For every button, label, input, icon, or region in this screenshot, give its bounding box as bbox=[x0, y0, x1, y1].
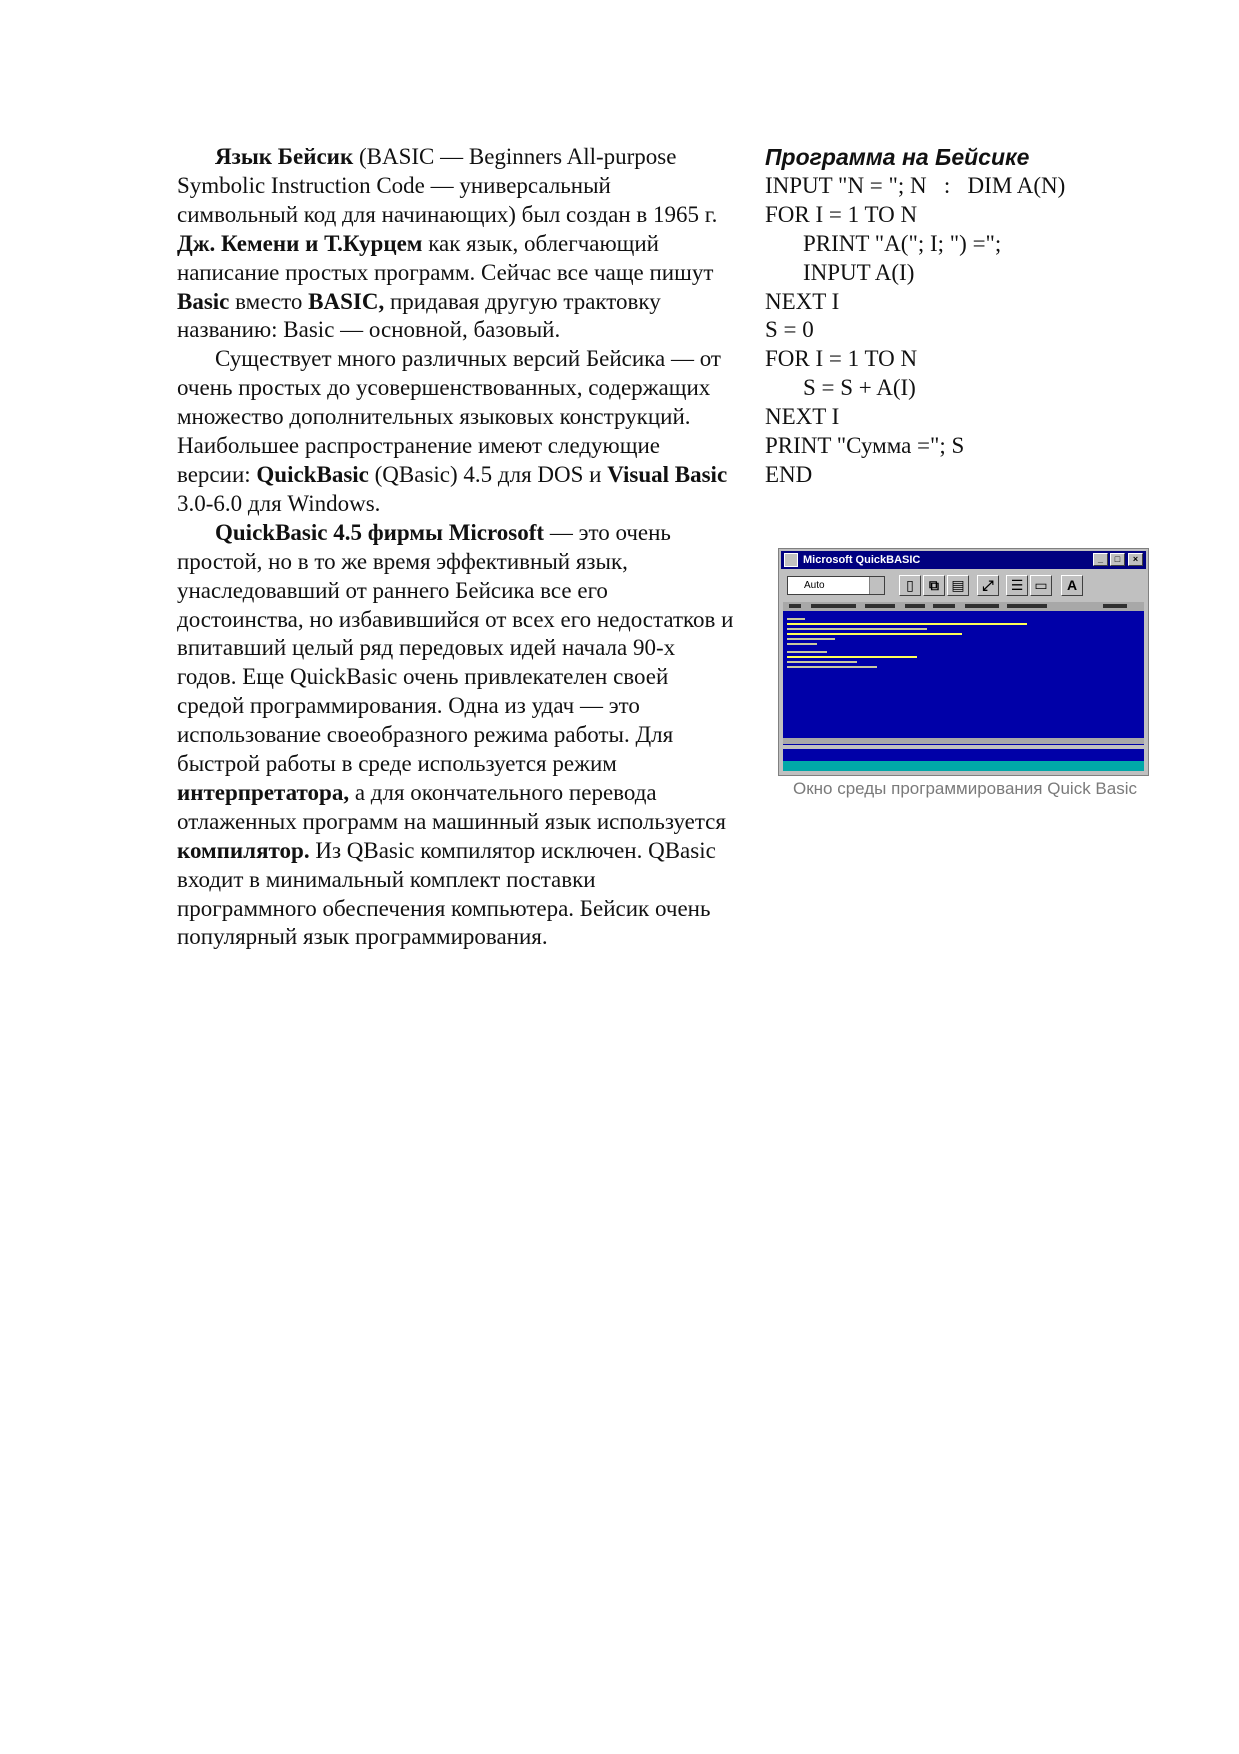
font-icon: A bbox=[1061, 575, 1083, 596]
code-line: INPUT A(I) bbox=[803, 259, 915, 285]
fullscreen-icon: ⤢ bbox=[977, 575, 999, 596]
paragraph-3 bbox=[177, 519, 737, 953]
maximize-icon: □ bbox=[1110, 553, 1125, 566]
immediate-window-bar bbox=[783, 745, 1144, 749]
code-line: PRINT "A("; I; ") ="; bbox=[803, 230, 1002, 256]
font-size-combo bbox=[787, 576, 885, 595]
paste-icon: ▤ bbox=[947, 575, 969, 596]
code-line: FOR I = 1 TO N bbox=[765, 201, 918, 227]
menu-bar bbox=[783, 602, 1144, 611]
term: интерпретатора, bbox=[177, 779, 350, 805]
term: Visual Basic bbox=[607, 461, 728, 487]
term: QuickBasic bbox=[256, 461, 369, 487]
term: компилятор. bbox=[177, 837, 310, 863]
figure-caption: Окно среды программирования Quick Basic bbox=[793, 779, 1137, 798]
dos-screen bbox=[783, 602, 1144, 771]
term-basic: Язык Бейсик bbox=[215, 144, 354, 169]
chevron-down-icon bbox=[869, 577, 884, 594]
text: — это очень простой, но в то же время эффективный язык, унаследовавший от раннего Бейсика все его достоинства, но избавившийся от всех его недостатков и впитавший целый ряд передовых идей начала 90-х годов. Еще QuickBasic очень привлекателен своей средой программирования. Одна из удач — это использование своеобразного режима работы. Для быстрой работы в среде используется режим bbox=[177, 519, 734, 777]
paragraph-2 bbox=[177, 345, 737, 518]
background-icon: ▭ bbox=[1030, 575, 1052, 596]
text: Существует много различных версий Бейсика — от очень простых до усовершенствованных, содержащих множество дополнительных языковых конструкций. Наибольшее распространение имеют следующие версии: bbox=[177, 346, 721, 487]
window-titlebar bbox=[781, 551, 1146, 569]
copy-icon: ⧉ bbox=[923, 575, 945, 596]
code-line: NEXT I bbox=[765, 404, 840, 430]
term: Basic bbox=[177, 288, 230, 314]
code-line: PRINT "Сумма ="; S bbox=[765, 433, 965, 459]
paragraph-1 bbox=[177, 143, 737, 345]
term: QuickBasic 4.5 фирмы Microsoft bbox=[215, 519, 545, 545]
horizontal-scrollbar bbox=[783, 738, 1144, 744]
text: (BASIC — Beginners All-purpose Symbolic Instruction Code — универсальный символьный код для начинающих) был создан в 1965 г. bbox=[177, 144, 718, 227]
article-text bbox=[177, 143, 737, 952]
text: придавая другую трактовку названию: Basic — основной, базовый. bbox=[177, 288, 661, 343]
code-line: FOR I = 1 TO N bbox=[765, 346, 918, 372]
system-menu-icon bbox=[784, 553, 798, 567]
code-line: INPUT "N = "; N : DIM A(N) bbox=[765, 172, 1066, 198]
text: 3.0-6.0 для Windows. bbox=[177, 490, 381, 516]
term: BASIC, bbox=[308, 288, 385, 314]
quickbasic-screenshot bbox=[778, 548, 1149, 776]
toolbar bbox=[781, 571, 1146, 599]
status-bar bbox=[783, 761, 1144, 771]
code-line: END bbox=[765, 461, 813, 487]
text: вместо bbox=[229, 288, 309, 314]
text: а для окончательного перевода отлаженных программ на машинный язык используется bbox=[177, 779, 726, 834]
close-icon: × bbox=[1128, 553, 1143, 566]
text: как язык, облегчающий написание простых программ. Сейчас все чаще пишут bbox=[177, 230, 714, 285]
window-title: Microsoft QuickBASIC bbox=[803, 554, 921, 566]
text: (QBasic) 4.5 для DOS и bbox=[368, 461, 608, 487]
code-line: S = 0 bbox=[765, 317, 814, 343]
code-editor bbox=[787, 616, 1140, 736]
properties-icon: ☰ bbox=[1006, 575, 1028, 596]
program-listing bbox=[765, 143, 1165, 490]
text: Из QBasic компилятор исключен. QBasic входит в минимальный комплект поставки программного обеспечения компьютера. Бейсик очень популярный язык программирования. bbox=[177, 837, 716, 950]
code-line: NEXT I bbox=[765, 288, 840, 314]
mark-icon: ▯ bbox=[899, 575, 921, 596]
combo-value: Auto bbox=[804, 580, 825, 591]
authors: Дж. Кемени и Т.Курцем bbox=[177, 230, 423, 256]
code-line: S = S + A(I) bbox=[803, 375, 916, 401]
minimize-icon: _ bbox=[1093, 553, 1108, 566]
program-title: Программа на Бейсике bbox=[765, 144, 1030, 170]
